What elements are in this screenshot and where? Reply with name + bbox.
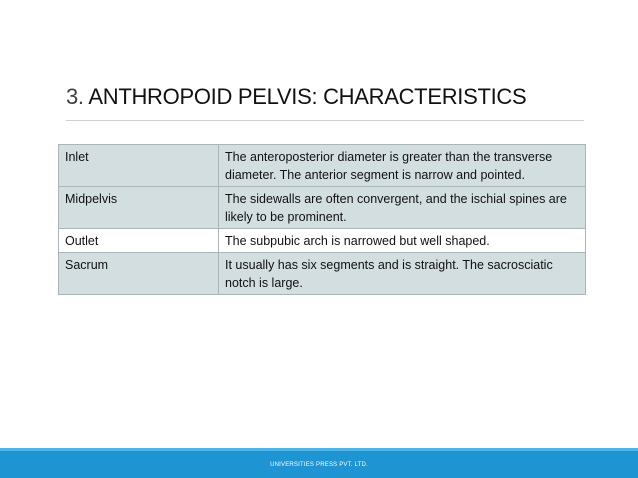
- table-row: [59, 253, 586, 295]
- row-label-outlet: Outlet: [59, 229, 219, 253]
- row-label-inlet: Inlet: [59, 145, 219, 187]
- slide-title-number: 3.: [66, 84, 84, 109]
- slide-title-text: ANTHROPOID PELVIS: CHARACTERISTICS: [88, 84, 527, 109]
- row-label-sacrum: Sacrum: [59, 253, 219, 295]
- table-row: [59, 187, 586, 229]
- table-row: [59, 229, 586, 253]
- title-divider: [66, 120, 584, 121]
- row-description-outlet: The subpubic arch is narrowed but well shaped.: [219, 229, 586, 253]
- characteristics-table: [58, 144, 586, 295]
- slide-title: [66, 84, 526, 110]
- row-label-midpelvis: Midpelvis: [59, 187, 219, 229]
- footer-accent-line: [0, 448, 638, 451]
- row-description-midpelvis: The sidewalls are often convergent, and the ischial spines are likely to be prominent.: [219, 187, 586, 229]
- footer-publisher: UNIVERSITIES PRESS PVT. LTD.: [270, 462, 368, 468]
- table-row: [59, 145, 586, 187]
- row-description-sacrum: It usually has six segments and is straight. The sacrosciatic notch is large.: [219, 253, 586, 295]
- row-description-inlet: The anteroposterior diameter is greater than the transverse diameter. The anterior segment is narrow and pointed.: [219, 145, 586, 187]
